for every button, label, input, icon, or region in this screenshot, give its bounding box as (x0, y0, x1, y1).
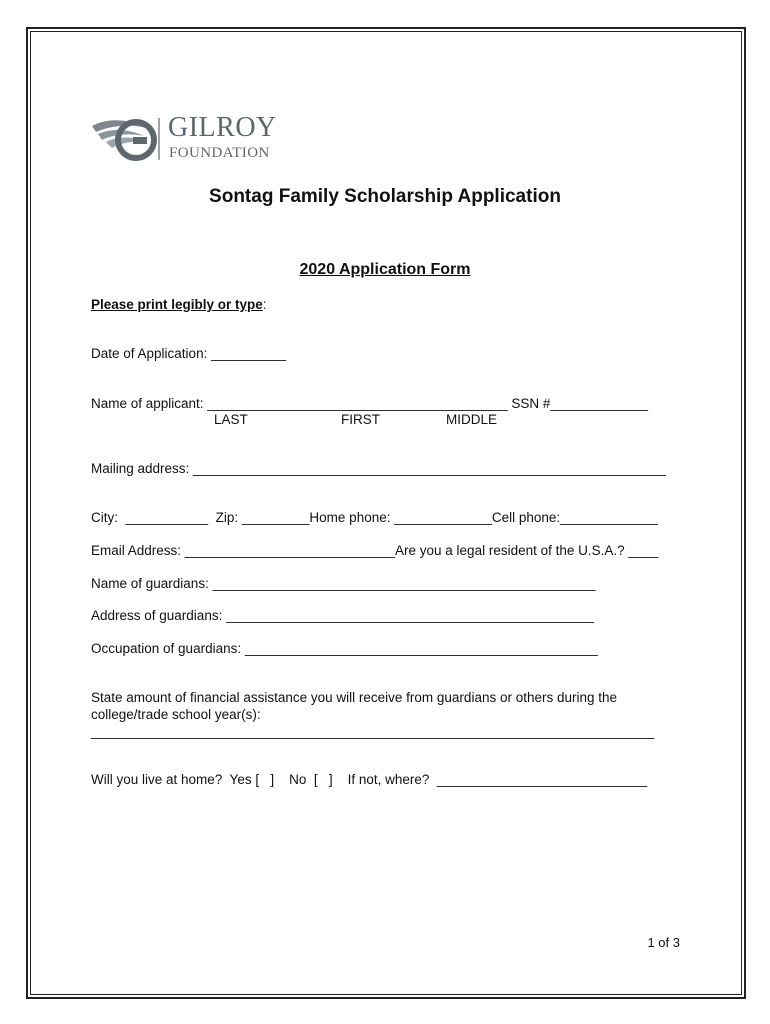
email-resident-field[interactable]: Email Address: ____________________________Are you a legal resident of the U.S.A.? ____ (91, 543, 659, 558)
live-at-home-field[interactable]: Will you live at home? Yes [ ] No [ ] If not, where? ____________________________ (91, 772, 648, 787)
name-part-middle: MIDDLE (446, 412, 498, 427)
instruction-suffix: : (262, 297, 267, 312)
guardians-occupation-field[interactable]: Occupation of guardians: _______________________________________________ (91, 641, 598, 656)
logo-divider (158, 118, 160, 160)
document-title: Sontag Family Scholarship Application (209, 186, 561, 207)
name-part-last: LAST (214, 412, 248, 427)
instruction-strong: Please print legibly or type (91, 297, 263, 312)
assistance-question-line2: college/trade school year(s): (91, 707, 261, 722)
logo-subtitle: FOUNDATION (169, 145, 270, 161)
assistance-answer-field[interactable]: ___________________________________________________________________________ (91, 724, 655, 739)
instruction-line (91, 297, 267, 312)
form-heading: 2020 Application Form (299, 261, 471, 278)
city-zip-phone-field[interactable]: City: ___________ Zip: _________Home phone: _____________Cell phone:_____________ (91, 510, 658, 525)
page-number: 1 of 3 (647, 935, 680, 950)
guardians-name-field[interactable]: Name of guardians: ___________________________________________________ (91, 576, 596, 591)
assistance-question-line1: State amount of financial assistance you will receive from guardians or others during the (91, 690, 618, 705)
guardians-address-field[interactable]: Address of guardians: _________________________________________________ (91, 608, 594, 623)
date-field[interactable]: Date of Application: __________ (91, 346, 287, 361)
mailing-address-field[interactable]: Mailing address: _______________________________________________________________ (91, 461, 667, 476)
logo-name: GILROY (168, 112, 277, 143)
name-ssn-field[interactable]: Name of applicant: ________________________________________ SSN #_____________ (91, 396, 649, 411)
name-part-first: FIRST (341, 412, 380, 427)
